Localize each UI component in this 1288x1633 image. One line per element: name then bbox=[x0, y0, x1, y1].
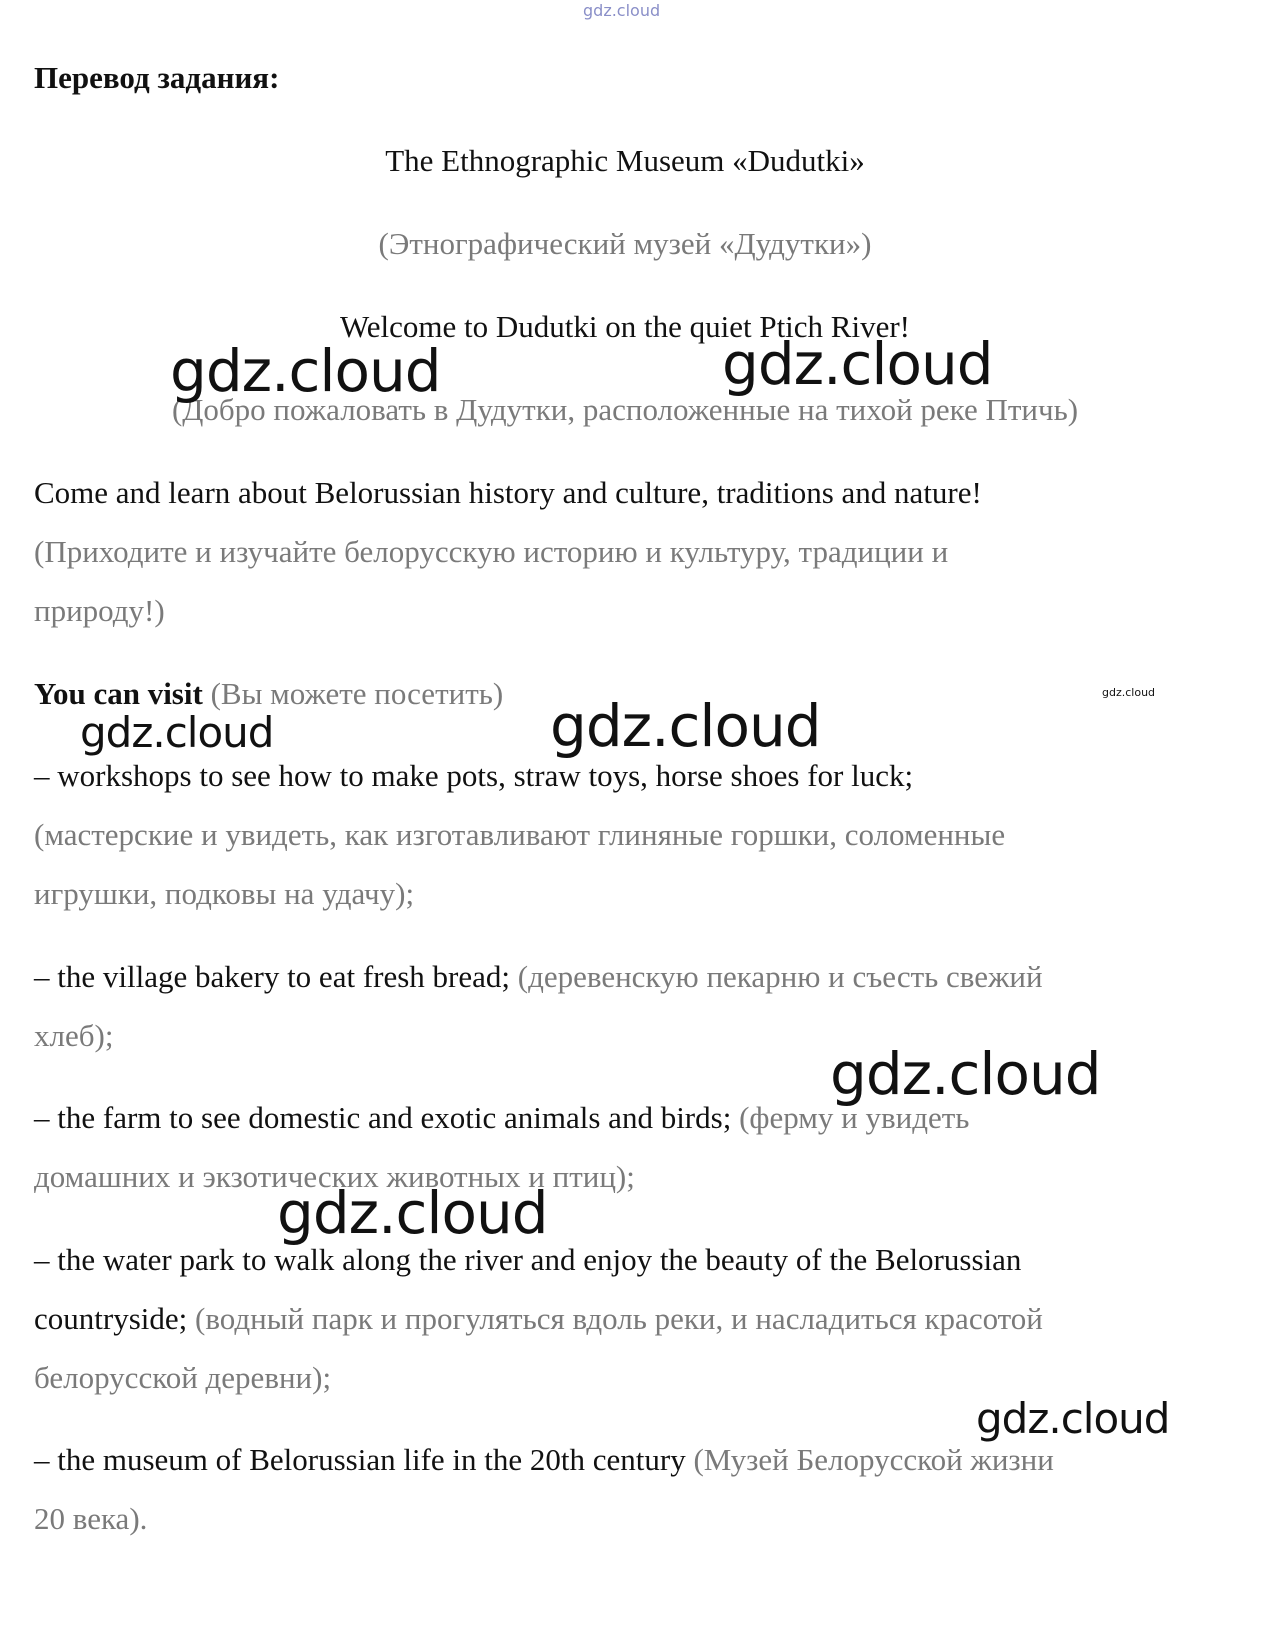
item-bakery-line-1 bbox=[34, 957, 1043, 997]
item-workshops-russian-line-2: игрушки, подковы на удачу); bbox=[34, 876, 415, 911]
item-farm-russian-line-1: (ферму и увидеть bbox=[739, 1100, 970, 1135]
item-bakery-russian-line-1: (деревенскую пекарню и съесть свежий bbox=[517, 959, 1043, 994]
item-workshops-russian-line-1: (мастерские и увидеть, как изготавливают глиняные горшки, соломенные bbox=[34, 817, 1006, 852]
item-water-park-line-2 bbox=[34, 1299, 1043, 1339]
item-water-park-english-line-2: countryside; bbox=[34, 1301, 188, 1336]
title-english: The Ethnographic Museum «Dudutki» bbox=[385, 143, 865, 178]
item-water-park-english-line-1: – the water park to walk along the river and enjoy the beauty of the Belorussian bbox=[34, 1242, 1022, 1277]
visit-english: You can visit bbox=[34, 676, 203, 711]
welcome-english: Welcome to Dudutki on the quiet Ptich River! bbox=[339, 309, 911, 344]
watermark: gdz.cloud bbox=[830, 1040, 1101, 1108]
item-museum-russian-line-2: 20 века). bbox=[34, 1501, 148, 1536]
item-farm-english: – the farm to see domestic and exotic animals and birds; bbox=[34, 1100, 732, 1135]
item-museum-line-1 bbox=[34, 1440, 1054, 1480]
item-water-park-russian-line-2: белорусской деревни); bbox=[34, 1360, 332, 1395]
item-bakery-russian-line-2: хлеб); bbox=[34, 1018, 114, 1053]
come-russian-line-1: (Приходите и изучайте белорусскую историю и культуру, традиции и bbox=[34, 534, 949, 569]
item-workshops-english: – workshops to see how to make pots, straw toys, horse shoes for luck; bbox=[34, 758, 914, 793]
watermark: gdz.cloud bbox=[170, 337, 441, 405]
watermark: gdz.cloud bbox=[722, 330, 993, 398]
watermark: gdz.cloud bbox=[1102, 686, 1156, 699]
watermark-top: gdz.cloud bbox=[583, 1, 661, 20]
come-english: Come and learn about Belorussian history and culture, traditions and nature! bbox=[34, 475, 982, 510]
come-russian-line-2: природу!) bbox=[34, 593, 165, 628]
watermark: gdz.cloud bbox=[277, 1179, 548, 1247]
item-farm-russian-line-2: домашних и экзотических животных и птиц); bbox=[34, 1159, 635, 1194]
watermark: gdz.cloud bbox=[976, 1394, 1170, 1443]
item-water-park-russian-line-1: (водный парк и прогуляться вдоль реки, и насладиться красотой bbox=[195, 1301, 1043, 1336]
watermark: gdz.cloud bbox=[80, 708, 274, 757]
watermark: gdz.cloud bbox=[550, 692, 821, 760]
welcome-russian: (Добро пожаловать в Дудутки, расположенные на тихой реке Птичь) bbox=[171, 392, 1079, 427]
item-museum-russian-line-1: (Музей Белорусской жизни bbox=[693, 1442, 1054, 1477]
title-russian: (Этнографический музей «Дудутки») bbox=[378, 226, 872, 261]
visit-russian: (Вы можете посетить) bbox=[210, 676, 504, 711]
item-museum-english: – the museum of Belorussian life in the 20th century bbox=[34, 1442, 686, 1477]
page-heading: Перевод задания: bbox=[34, 60, 280, 95]
item-bakery-english: – the village bakery to eat fresh bread; bbox=[34, 959, 510, 994]
